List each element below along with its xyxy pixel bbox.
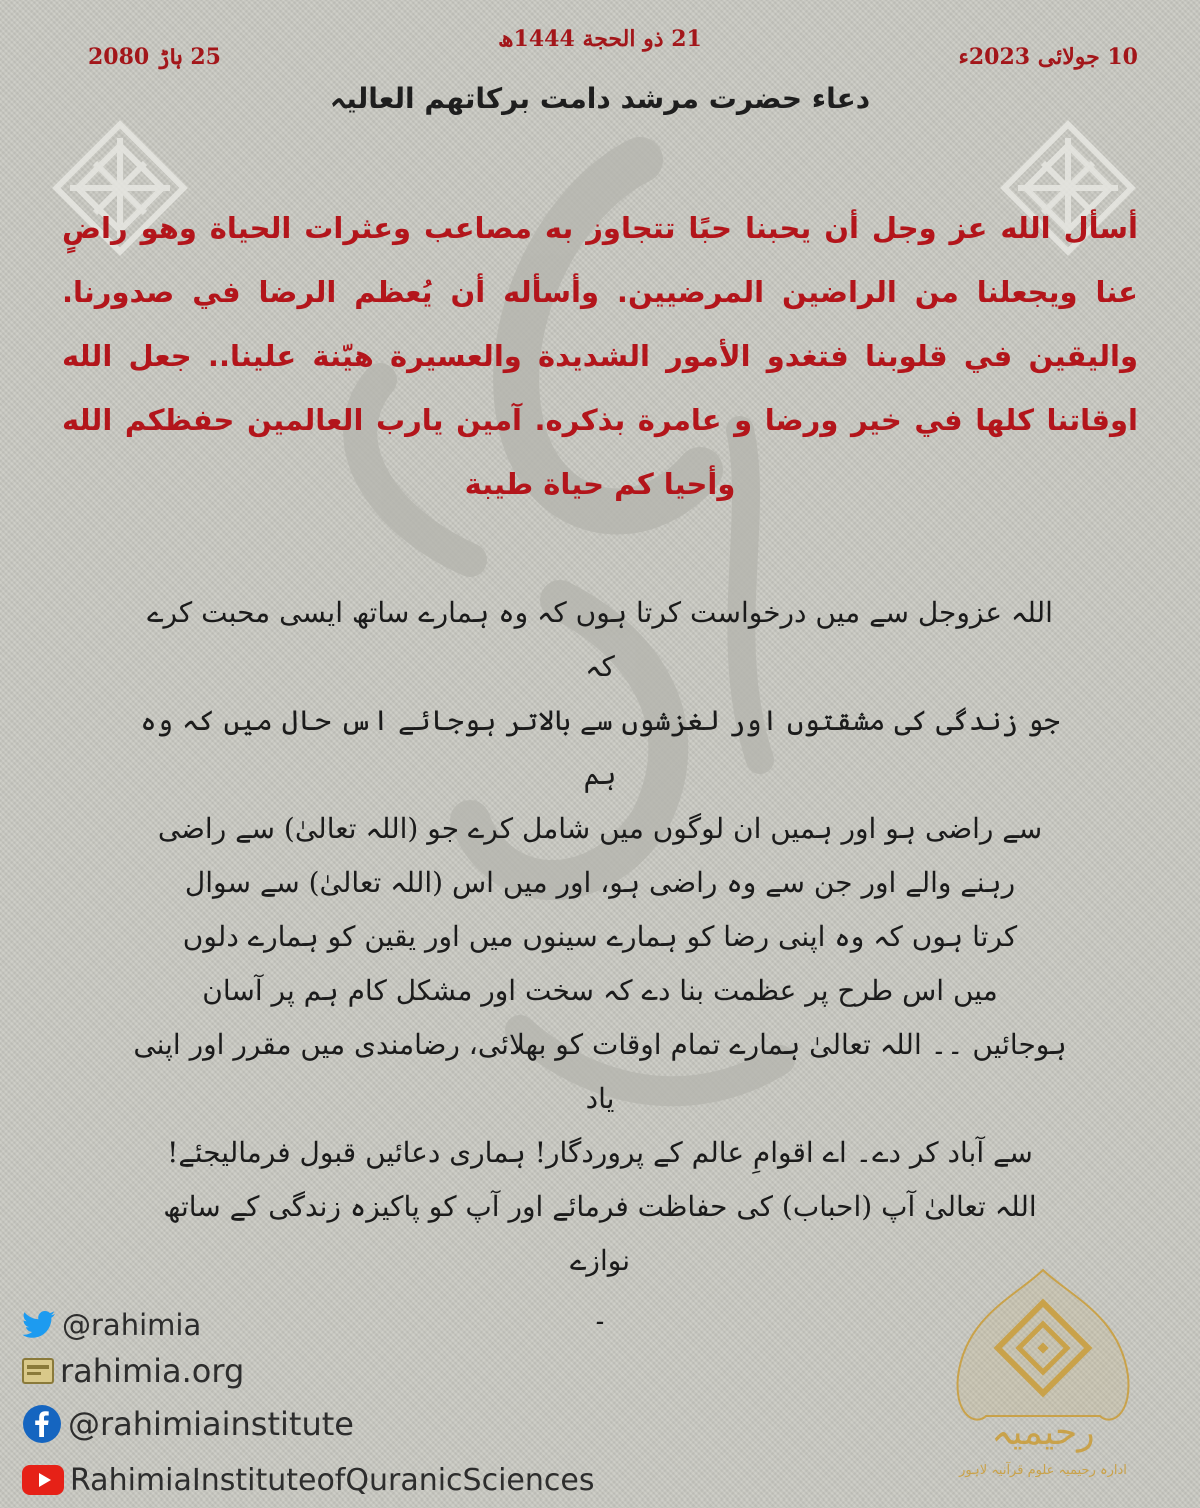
twitter-link[interactable]: [22, 1304, 594, 1346]
urdu-line: سے آباد کر دے۔ اے اقوامِ عالم کے پروردگار! ہماری دعائیں قبول فرمالیجئے!: [167, 1136, 1033, 1169]
rahimia-logo: [936, 1266, 1150, 1488]
social-links: [22, 1304, 594, 1508]
gregorian-date: 10 جولائی 2023ء: [958, 44, 1138, 70]
urdu-line: میں اس طرح پر عظمت بنا دے کہ سخت اور مشکل کام ہم پر آسان: [202, 974, 998, 1007]
facebook-icon: [22, 1404, 62, 1444]
twitter-icon: [22, 1311, 56, 1339]
logo-subtitle: ادارہ رحیمیہ علوم قرآنیہ لاہور: [959, 1463, 1127, 1478]
twitter-handle: @rahimia: [62, 1308, 202, 1342]
urdu-line: اللہ عزوجل سے میں درخواست کرتا ہوں کہ وہ ہمارے ساتھ ایسی محبت کرے کہ: [147, 596, 1053, 683]
web-icon: [22, 1358, 54, 1384]
urdu-translation: [130, 586, 1070, 1342]
urdu-line: ۔: [591, 1298, 609, 1331]
urdu-line: سے راضی ہو اور ہمیں ان لوگوں میں شامل کرے جو (اللہ تعالیٰ) سے راضی: [157, 812, 1043, 845]
urdu-line: اللہ تعالیٰ آپ (احباب) کی حفاظت فرمائے اور آپ کو پاکیزہ زندگی کے ساتھ نوازے: [163, 1190, 1037, 1277]
website-link[interactable]: [22, 1346, 594, 1396]
youtube-icon: [22, 1465, 64, 1495]
bikrami-date: 25 ہاڑ 2080: [88, 44, 221, 70]
facebook-handle: @rahimiainstitute: [68, 1405, 354, 1443]
website-url: rahimia.org: [60, 1352, 245, 1390]
youtube-channel: RahimiaInstituteofQuranicSciences: [70, 1462, 595, 1498]
urdu-line: رہنے والے اور جن سے وہ راضی ہو، اور میں اس (اللہ تعالیٰ) سے سوال: [184, 866, 1016, 899]
logo-name: رحیمیہ: [991, 1412, 1095, 1453]
arabic-dua: أسأل الله عز وجل أن يحبنا حبًا تتجاوز به مصاعب وعثرات الحياة وهو راضٍ عنا ويجعلنا من الراضين المرضيين. وأسأله أن يُعظم الرضا في صدورنا. واليقين في قلوبنا فتغدو الأمور الشديدة والعسيرة هيّنة علينا.. جعل الله اوقاتنا كلها في خير ورضا و عامرة بذكره. آمين يارب العالمين حفظكم الله وأحيا كم حياة طيبة: [62, 211, 1138, 501]
urdu-line: جو زندگی کی مشقتوں اور لغزشوں سے بالاتر ہوجائے اس حال میں کہ وہ ہم: [140, 704, 1060, 791]
page-title: دعاء حضرت مرشد دامت برکاتھم العالیہ: [329, 82, 871, 115]
urdu-line: ہوجائیں ۔۔ اللہ تعالیٰ ہمارے تمام اوقات کو بھلائی، رضامندی میں مقرر اور اپنی یاد: [133, 1028, 1067, 1115]
hijri-date: 21 ذو الحجة 1444ھ: [498, 26, 702, 52]
facebook-link[interactable]: [22, 1396, 594, 1452]
urdu-line: کرتا ہوں کہ وہ اپنی رضا کو ہمارے سینوں میں اور یقین کو ہمارے دلوں: [182, 920, 1018, 953]
